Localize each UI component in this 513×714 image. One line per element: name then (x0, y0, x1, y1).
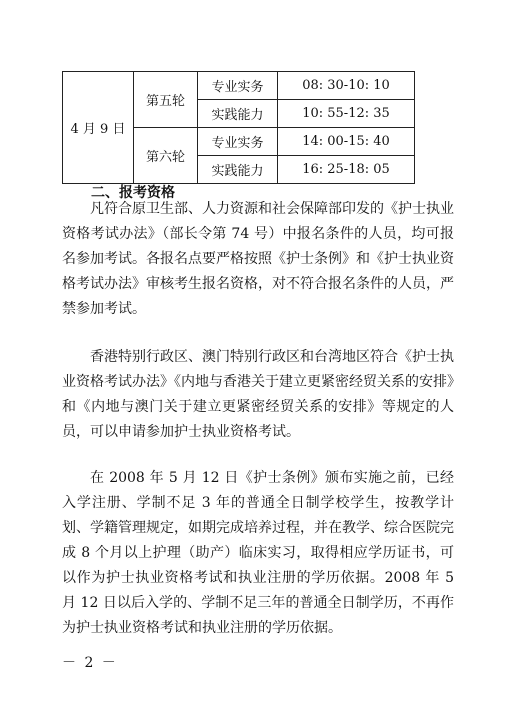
page-number: － 2 － (62, 655, 118, 671)
body-paragraph: 凡符合原卫生部、人力资源和社会保障部印发的《护士执业资格考试办法》（部长令第 74 号）中报名条件的人员，均可报名参加考试。各报名点要严格按照《护士条例》和《护士执业资格考试办法》审核考生报名资格，对不符合报名条件的人员，严禁参加考试。 (62, 201, 454, 317)
subject-cell: 专业实务 (198, 72, 278, 100)
time-cell: 08: 30-10: 10 (278, 72, 415, 100)
subject-cell: 专业实务 (198, 128, 278, 156)
subject-cell: 实践能力 (198, 156, 278, 184)
time-cell: 16: 25-18: 05 (278, 156, 415, 184)
time-cell: 14: 00-15: 40 (278, 128, 415, 156)
round-name-cell: 第六轮 (134, 128, 198, 184)
exam-schedule-table (62, 71, 415, 184)
exam-date-cell: 4 月 9 日 (63, 72, 134, 184)
body-paragraph: 在 2008 年 5 月 12 日《护士条例》颁布实施之前，已经入学注册、学制不足 3 年的普通全日制学校学生，按教学计划、学籍管理规定，如期完成培养过程，并在教学、综合医院完成 8 个月以上护理（助产）临床实习，取得相应学历证书，可以作为护士执业资格考试和执业注册的学历依据。2008 年 5 月 12 日以后入学的、学制不足三年的普通全日制学历，不再作为护士执业资格考试和执业注册的学历依据。 (62, 470, 454, 636)
subject-cell: 实践能力 (198, 100, 278, 128)
body-paragraph: 香港特别行政区、澳门特别行政区和台湾地区符合《护士执业资格考试办法》《内地与香港关于建立更紧密经贸关系的安排》和《内地与澳门关于建立更紧密经贸关系的安排》等规定的人员，可以申请参加护士执业资格考试。 (62, 349, 454, 440)
round-name-cell: 第五轮 (134, 72, 198, 128)
table-row (63, 72, 415, 100)
section-heading: 二、报考资格 (91, 185, 175, 201)
time-cell: 10: 55-12: 35 (278, 100, 415, 128)
